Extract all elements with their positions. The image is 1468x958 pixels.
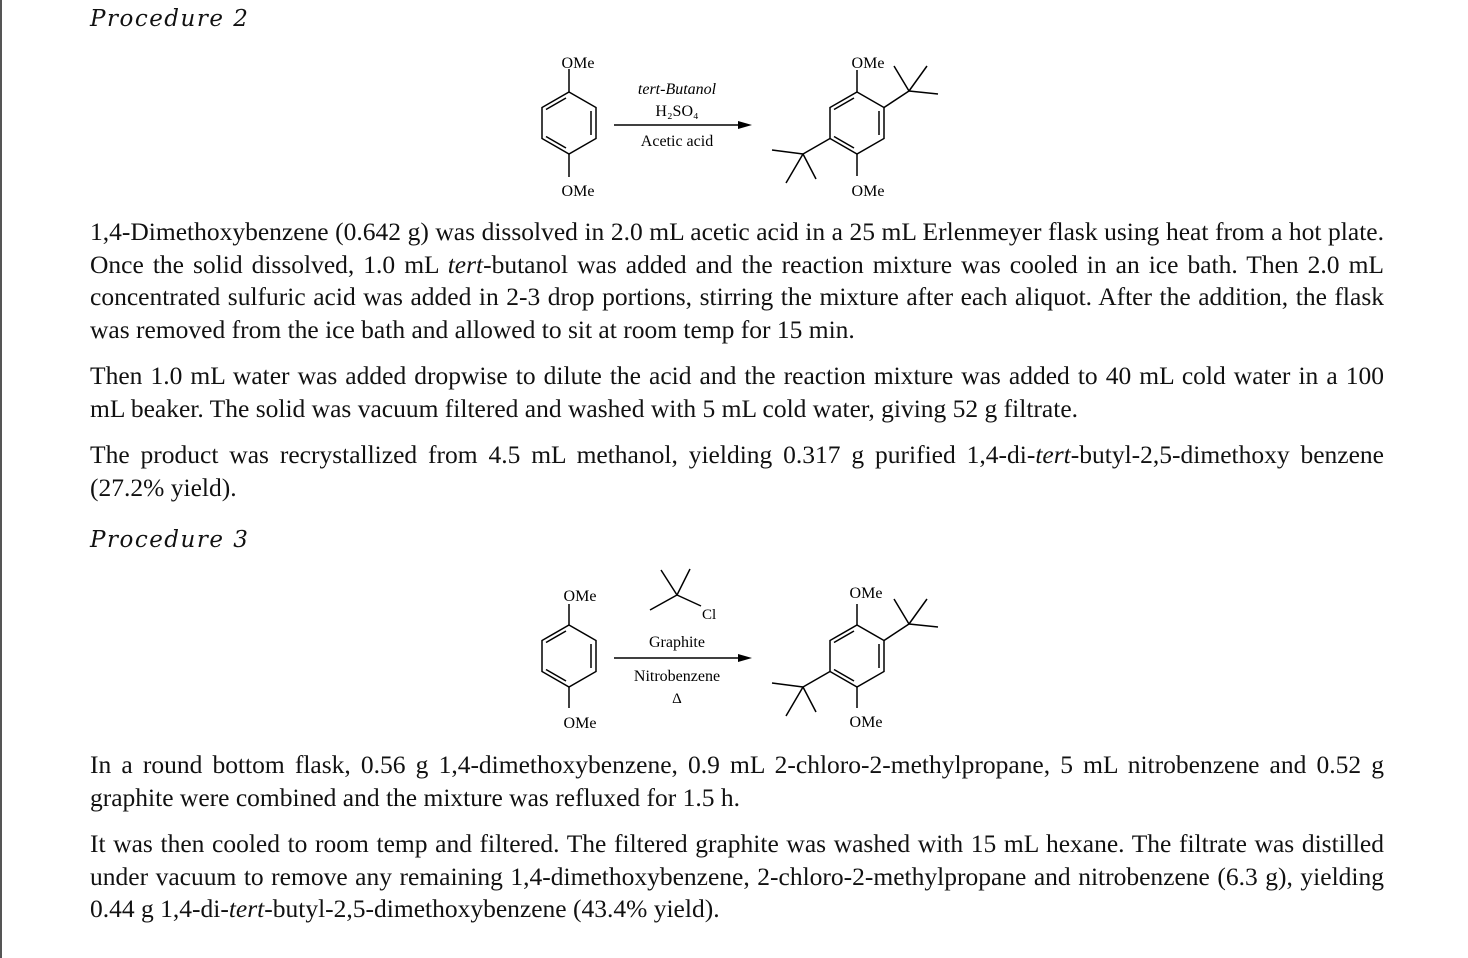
reagent-tert-butanol-label: tert-Butanol xyxy=(637,81,717,98)
tert-butyl-group-bottom xyxy=(772,672,830,717)
procedure-3-paragraph-1: In a round bottom flask, 0.56 g 1,4-dimethoxybenzene, 0.9 mL 2-chloro-2-methylpropane, 5 mL nitrobenzene and 0.52 g graphite were combined and the mixture was refluxed for 1.5 h. xyxy=(90,750,1384,812)
heat-delta-label: Δ xyxy=(672,691,682,707)
reactant-top-ome-label: OMe xyxy=(561,55,595,72)
product-bottom-ome-label: OMe xyxy=(851,183,885,200)
reactant-top-ome-label: OMe xyxy=(563,588,597,605)
product-benzene-ring xyxy=(830,92,884,154)
product-top-ome-label: OMe xyxy=(851,55,885,72)
procedure-2-heading: Procedure 2 xyxy=(90,6,250,32)
page-left-border xyxy=(0,0,2,958)
reagent-chlorine-label: Cl xyxy=(702,607,717,623)
procedure-3-reaction-scheme xyxy=(520,566,950,736)
reagent-graphite-label: Graphite xyxy=(649,634,705,651)
tert-butyl-group-bottom xyxy=(772,139,830,184)
product-bottom-ome-label: OMe xyxy=(849,714,883,731)
tert-butyl-group-top xyxy=(884,599,938,641)
reactant-benzene-ring xyxy=(542,625,596,687)
product-top-ome-label: OMe xyxy=(849,585,883,602)
tert-butyl-group-top xyxy=(884,66,938,108)
procedure-3-paragraph-2: It was then cooled to room temp and filtered. The filtered graphite was washed with 15 mL hexane. The filtrate was distilled under vacuum to remove any remaining 1,4-dimethoxybenzene, 2-chloro-2-methylpropane and nitrobenzene (6.3 g), yielding 0.44 g 1,4-di-tert-butyl-2,5-dimethoxybenzene (43.4% yield). xyxy=(90,829,1384,923)
reagent-sulfuric-acid-label: H₂SO₄ xyxy=(655,103,699,120)
reactant-bottom-ome-label: OMe xyxy=(561,183,595,200)
tert-butyl-chloride-structure xyxy=(650,569,701,610)
reagent-nitrobenzene-label: Nitrobenzene xyxy=(633,668,721,685)
procedure-2-paragraph-3: The product was recrystallized from 4.5 mL methanol, yielding 0.317 g purified 1,4-di-tert-butyl-2,5-dimethoxy benzene (27.2% yield). xyxy=(90,440,1384,502)
procedure-3-heading: Procedure 3 xyxy=(90,527,250,553)
reactant-bottom-ome-label: OMe xyxy=(563,715,597,732)
reactant-benzene-ring xyxy=(542,92,596,154)
reagent-acetic-acid-label: Acetic acid xyxy=(640,133,714,150)
product-benzene-ring xyxy=(830,625,884,687)
procedure-2-paragraph-2: Then 1.0 mL water was added dropwise to dilute the acid and the reaction mixture was added to 40 mL cold water in a 100 mL beaker. The solid was vacuum filtered and washed with 5 mL cold water, giving 52 g filtrate. xyxy=(90,361,1384,423)
procedure-2-paragraph-1: 1,4-Dimethoxybenzene (0.642 g) was dissolved in 2.0 mL acetic acid in a 25 mL Erlenmeyer flask using heat from a hot plate. Once the solid dissolved, 1.0 mL tert-butanol was added and the reaction mixture was cooled in an ice bath. Then 2.0 mL concentrated sulfuric acid was added in 2-3 drop portions, stirring the mixture after each aliquot. After the addition, the flask was removed from the ice bath and allowed to sit at room temp for 15 min. xyxy=(90,217,1384,344)
procedure-2-reaction-scheme xyxy=(520,50,950,202)
